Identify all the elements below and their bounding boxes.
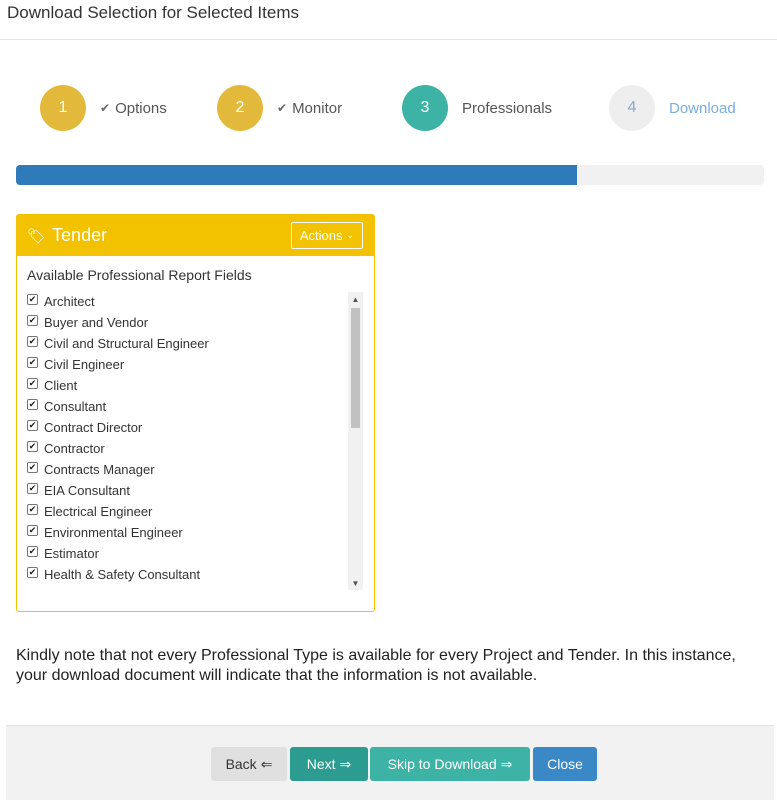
field-item[interactable] xyxy=(27,564,363,585)
field-label: Civil and Structural Engineer xyxy=(44,336,209,351)
field-item[interactable] xyxy=(27,417,363,438)
progress-fill xyxy=(16,165,577,185)
field-label: Health & Safety Consultant xyxy=(44,567,201,582)
field-item[interactable] xyxy=(27,312,363,333)
field-checkbox[interactable]: ✔ xyxy=(28,546,37,556)
step-professionals[interactable] xyxy=(402,84,552,132)
step-label xyxy=(669,100,736,117)
chevron-down-icon: ⌄ xyxy=(346,230,354,240)
field-checkbox[interactable]: ✔ xyxy=(28,399,37,409)
field-item[interactable] xyxy=(27,501,363,522)
scroll-thumb[interactable] xyxy=(351,308,360,428)
field-checkbox[interactable]: ✔ xyxy=(28,504,37,514)
next-button[interactable] xyxy=(290,747,368,781)
field-checkbox[interactable]: ✔ xyxy=(28,315,37,325)
field-checkbox[interactable]: ✔ xyxy=(28,567,37,577)
step-options[interactable] xyxy=(40,84,167,132)
field-list xyxy=(27,291,363,591)
panel-title xyxy=(27,225,107,246)
scroll-up-arrow-icon[interactable]: ▲ xyxy=(351,294,360,304)
step-label-text: Monitor xyxy=(292,99,343,117)
field-label: Environmental Engineer xyxy=(44,525,183,540)
circle-arrow-right-icon: ⇒ xyxy=(339,755,352,772)
field-label: Client xyxy=(44,378,78,393)
field-item[interactable] xyxy=(27,459,363,480)
step-label-text: Download xyxy=(669,99,736,117)
skip-label: Skip to Download xyxy=(387,756,497,772)
close-button[interactable] xyxy=(533,747,597,781)
step-label xyxy=(462,100,552,117)
tender-panel xyxy=(16,214,375,612)
step-label xyxy=(277,100,342,117)
actions-dropdown-button[interactable] xyxy=(291,222,363,249)
modal-header xyxy=(0,0,777,40)
field-item[interactable] xyxy=(27,522,363,543)
field-label: Contract Director xyxy=(44,420,143,435)
next-label: Next xyxy=(306,756,336,772)
field-checkbox[interactable]: ✔ xyxy=(28,294,37,304)
step-monitor[interactable] xyxy=(217,84,342,132)
step-label-text: Options xyxy=(115,99,167,117)
field-checkbox[interactable]: ✔ xyxy=(28,441,37,451)
scrollbar[interactable] xyxy=(348,292,363,590)
field-checkbox[interactable]: ✔ xyxy=(28,378,37,388)
field-label: EIA Consultant xyxy=(44,483,130,498)
field-item[interactable] xyxy=(27,375,363,396)
field-item[interactable] xyxy=(27,480,363,501)
close-label: Close xyxy=(547,756,583,772)
actions-label: Actions xyxy=(299,228,343,243)
wizard-steps xyxy=(0,84,777,132)
modal-title: Download Selection for Selected Items xyxy=(7,3,299,22)
back-button[interactable] xyxy=(211,747,287,781)
field-item[interactable] xyxy=(27,396,363,417)
field-checkbox[interactable]: ✔ xyxy=(28,483,37,493)
field-checkbox[interactable]: ✔ xyxy=(28,462,37,472)
check-icon: ✔ xyxy=(100,101,111,115)
step-download[interactable] xyxy=(609,84,736,132)
step-number: 1 xyxy=(40,85,86,131)
field-label: Consultant xyxy=(44,399,107,414)
field-item[interactable] xyxy=(27,543,363,564)
field-item[interactable] xyxy=(27,291,363,312)
step-number: 3 xyxy=(402,85,448,131)
field-checkbox[interactable]: ✔ xyxy=(28,525,37,535)
field-checkbox[interactable]: ✔ xyxy=(28,336,37,346)
field-checkbox[interactable]: ✔ xyxy=(28,420,37,430)
field-label: Buyer and Vendor xyxy=(44,315,149,330)
field-label: Contractor xyxy=(44,441,105,456)
modal-footer xyxy=(6,725,774,800)
back-label: Back xyxy=(225,756,257,772)
availability-note: Kindly note that not every Professional Type is available for every Project and Tender. In this instance, your download document will indicate that the information is not available. xyxy=(16,647,736,684)
field-label: Architect xyxy=(44,294,95,309)
step-number: 2 xyxy=(217,85,263,131)
field-label: Estimator xyxy=(44,546,99,561)
tag-icon: 🏷 xyxy=(27,227,47,245)
circle-arrow-left-icon: ⇐ xyxy=(260,755,273,772)
fields-title: Available Professional Report Fields xyxy=(27,267,252,283)
field-label: Civil Engineer xyxy=(44,357,125,372)
field-item[interactable] xyxy=(27,333,363,354)
field-checkbox[interactable]: ✔ xyxy=(28,357,37,367)
field-label: Electrical Engineer xyxy=(44,504,153,519)
panel-title-text: Tender xyxy=(52,225,108,245)
field-item[interactable] xyxy=(27,438,363,459)
field-item[interactable] xyxy=(27,354,363,375)
scroll-down-arrow-icon[interactable]: ▼ xyxy=(351,578,360,588)
panel-heading xyxy=(17,215,374,256)
field-label: Contracts Manager xyxy=(44,462,155,477)
progress-bar xyxy=(16,165,764,185)
check-icon: ✔ xyxy=(277,101,288,115)
step-label-text: Professionals xyxy=(462,99,553,117)
circle-arrow-right-icon: ⇒ xyxy=(500,755,513,772)
step-number: 4 xyxy=(609,85,655,131)
skip-to-download-button[interactable] xyxy=(370,747,530,781)
step-label xyxy=(100,100,167,117)
